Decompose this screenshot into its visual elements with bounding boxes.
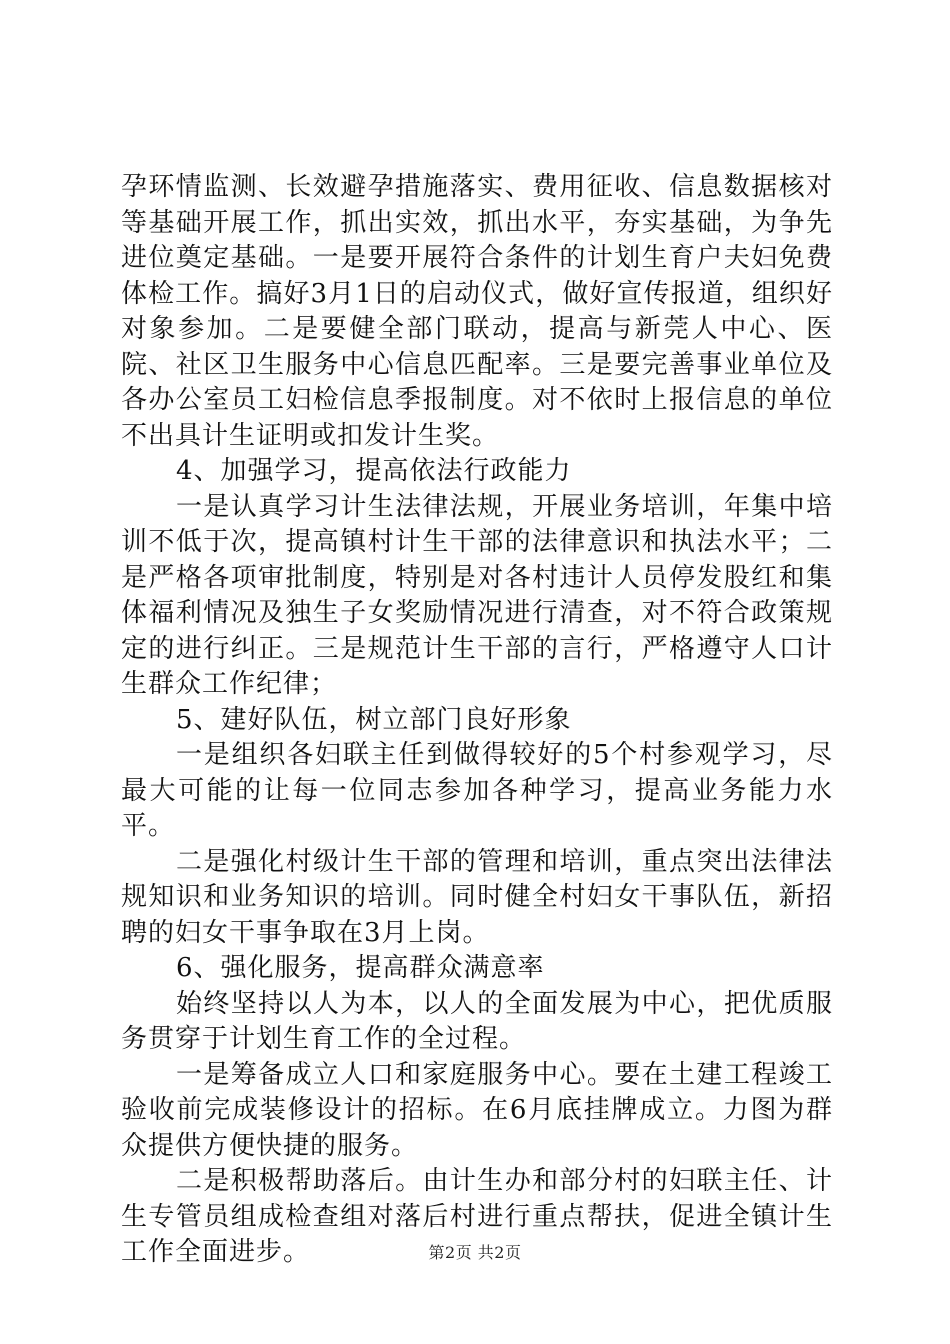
- page-number-footer: 第2页 共2页: [428, 1243, 522, 1262]
- section-heading: 6、强化服务，提高群众满意率: [176, 953, 545, 983]
- paragraph: 始终坚持以人为本，以人的全面发展为中心，把优质服务贯穿于计划生育工作的全过程。: [121, 988, 833, 1054]
- section-heading: 4、加强学习，提高依法行政能力: [176, 456, 572, 486]
- document-body: [121, 170, 833, 1271]
- paragraph: 一是组织各妇联主任到做得较好的5个村参观学习，尽最大可能的让每一位同志参加各种学习，提高业务能力水平。: [121, 740, 833, 841]
- paragraph: 二是积极帮助落后。由计生办和部分村的妇联主任、计生专管员组成检查组对落后村进行重点帮扶，促进全镇计生工作全面进步。: [121, 1166, 833, 1267]
- paragraph: 孕环情监测、长效避孕措施落实、费用征收、信息数据核对等基础开展工作，抓出实效，抓出水平，夯实基础，为争先进位奠定基础。一是要开展符合条件的计划生育户夫妇免费体检工作。搞好3月1日的启动仪式，做好宣传报道，组织好对象参加。二是要健全部门联动，提高与新莞人中心、医院、社区卫生服务中心信息匹配率。三是要完善事业单位及各办公室员工妇检信息季报制度。对不依时上报信息的单位不出具计生证明或扣发计生奖。: [121, 172, 833, 451]
- section-heading: 5、建好队伍，树立部门良好形象: [176, 704, 572, 735]
- paragraph: 二是强化村级计生干部的管理和培训，重点突出法律法规知识和业务知识的培训。同时健全村妇女干事队伍，新招聘的妇女干事争取在3月上岗。: [121, 846, 833, 948]
- paragraph: 一是筹备成立人口和家庭服务中心。要在土建工程竣工验收前完成装修设计的招标。在6月底挂牌成立。力图为群众提供方便快捷的服务。: [121, 1059, 833, 1161]
- paragraph: 一是认真学习计生法律法规，开展业务培训，年集中培训不低于次，提高镇村计生干部的法律意识和执法水平；二是严格各项审批制度，特别是对各村违计人员停发股红和集体福利情况及独生子女奖励情况进行清查，对不符合政策规定的进行纠正。三是规范计生干部的言行，严格遵守人口计生群众工作纪律；: [121, 491, 833, 699]
